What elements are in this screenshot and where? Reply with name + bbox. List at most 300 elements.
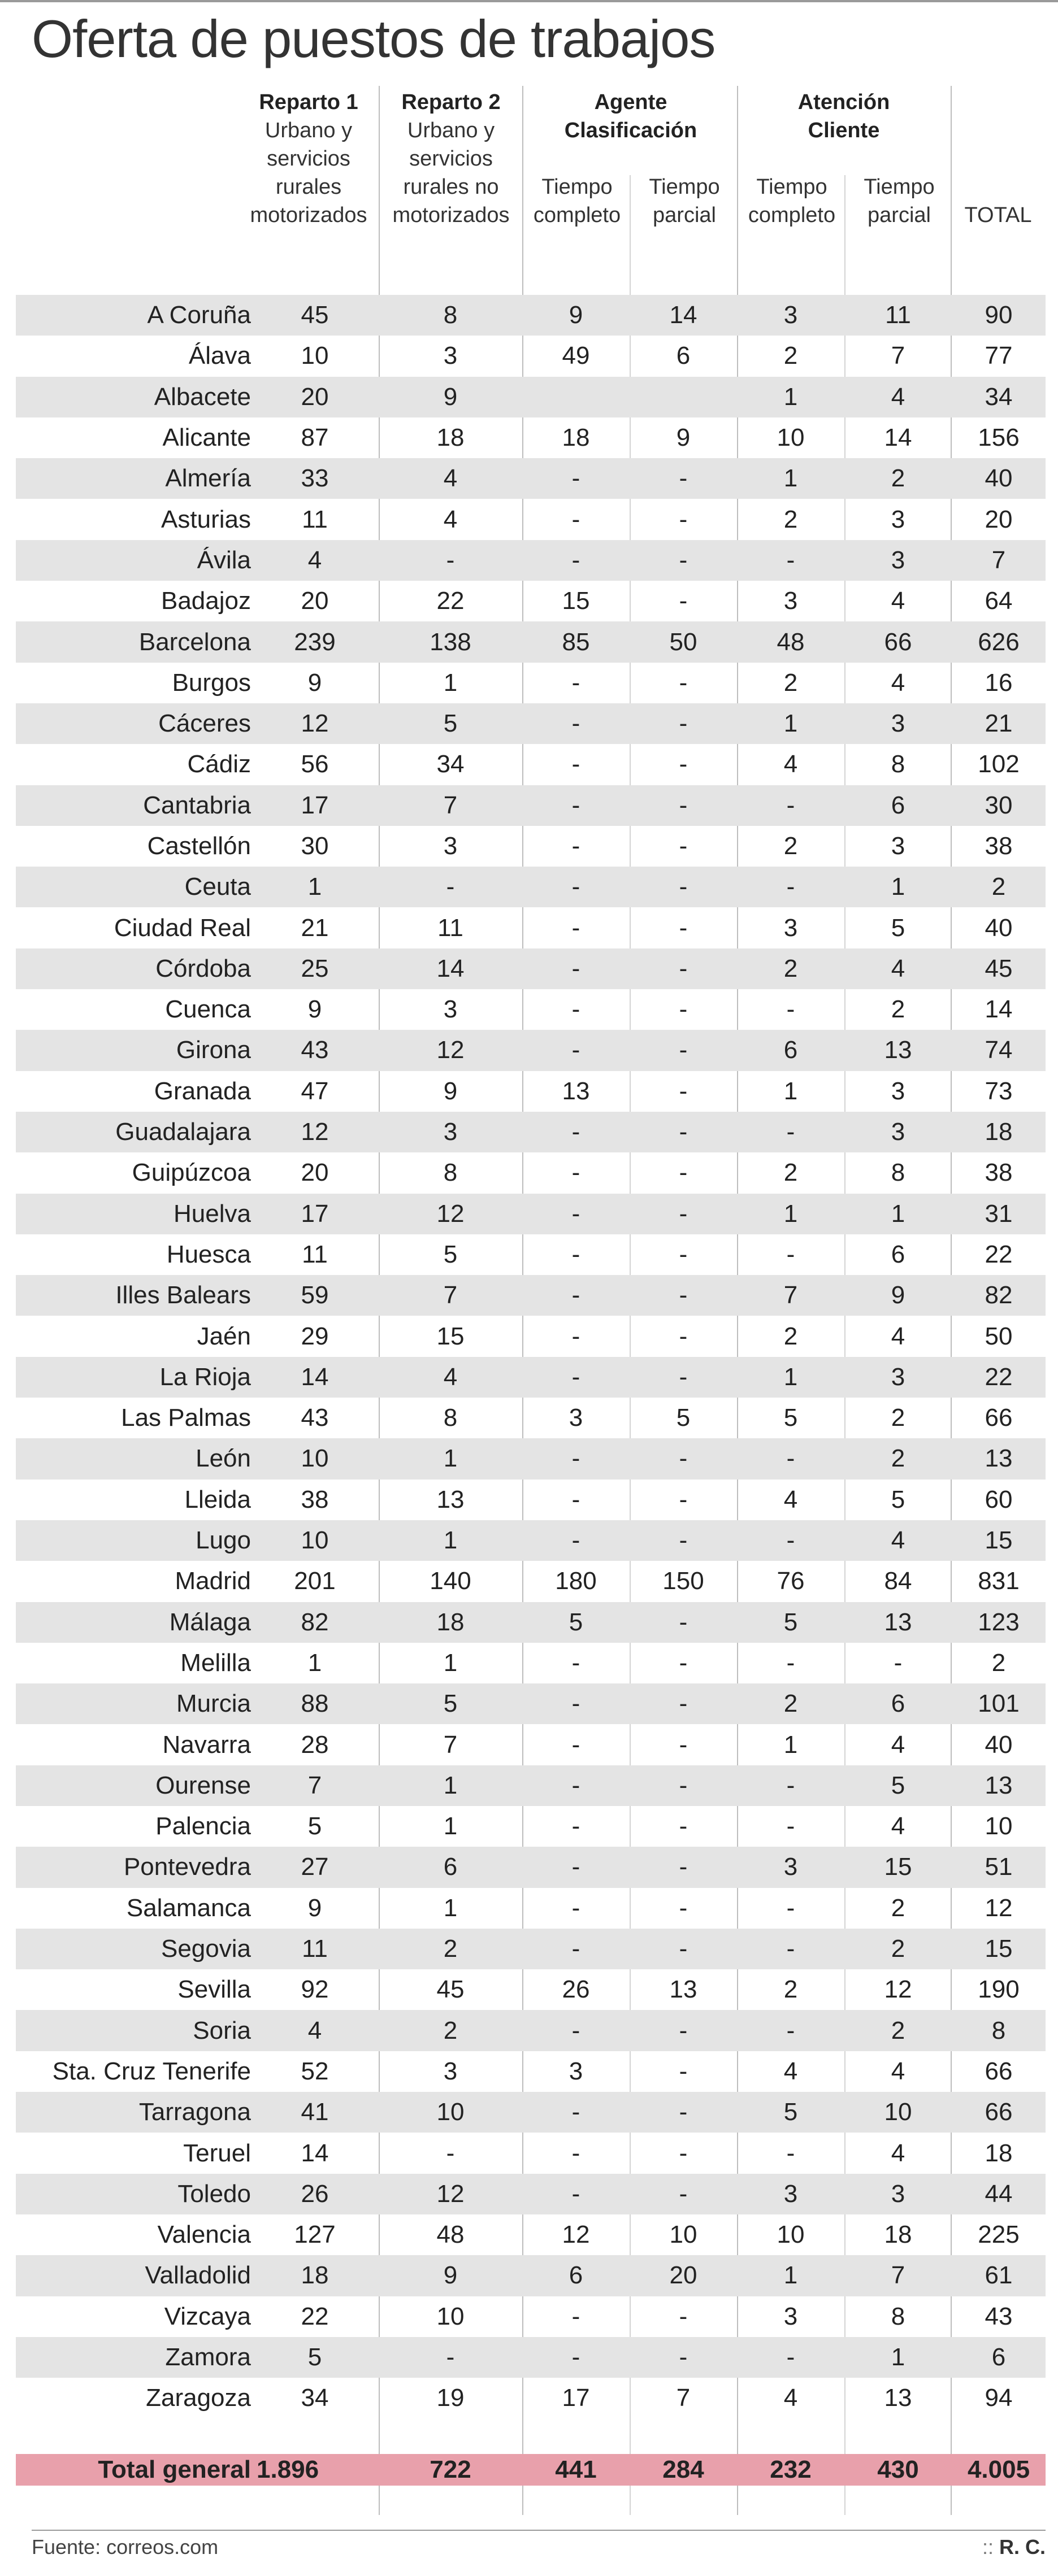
table-row — [16, 2378, 1046, 2418]
cell-atencion-parcial: 3 — [891, 832, 905, 860]
province-name: Vizcaya — [164, 2302, 251, 2330]
header-agente-title-2: Clasificación — [564, 119, 697, 142]
cell-agente-completo: - — [571, 2016, 580, 2044]
cell-agente-parcial: - — [679, 464, 688, 493]
cell-reparto2: 7 — [443, 791, 458, 819]
province-name: Lleida — [184, 1485, 251, 1513]
province-name: Málaga — [169, 1608, 251, 1636]
cell-total: 90 — [985, 301, 1013, 329]
cell-atencion-parcial: 4 — [891, 1526, 905, 1555]
cell-reparto1: 10 — [301, 342, 329, 370]
province-name: Navarra — [162, 1730, 251, 1759]
cell-total: 50 — [985, 1322, 1013, 1350]
cell-atencion-parcial: 6 — [891, 1690, 905, 1718]
cell-atencion-parcial: 4 — [891, 1812, 905, 1840]
province-name: La Rioja — [159, 1363, 251, 1391]
cell-atencion-completo: 48 — [777, 628, 805, 656]
cell-reparto2: 48 — [436, 2221, 465, 2249]
cell-agente-completo: - — [571, 873, 580, 901]
cell-agente-parcial: - — [679, 1812, 688, 1840]
cell-reparto1: 34 — [301, 2384, 329, 2412]
cell-agente-completo: - — [571, 464, 580, 493]
province-name: Illes Balears — [115, 1281, 251, 1309]
cell-agente-parcial: 9 — [676, 424, 691, 452]
cell-reparto1: 33 — [301, 464, 329, 493]
cell-reparto1: 9 — [307, 668, 322, 697]
footer-rule — [32, 2530, 1046, 2531]
cell-agente-parcial: - — [679, 710, 688, 738]
cell-reparto2: 4 — [443, 1363, 458, 1391]
cell-atencion-parcial: 15 — [884, 1853, 912, 1881]
total-agente-completo: 441 — [555, 2456, 597, 2483]
cell-atencion-completo: - — [786, 2139, 795, 2167]
province-name: Álava — [188, 342, 251, 370]
cell-atencion-completo: 4 — [783, 2384, 798, 2412]
cell-atencion-parcial: 4 — [891, 2057, 905, 2085]
cell-reparto1: 7 — [307, 1771, 322, 1799]
cell-atencion-parcial: 3 — [891, 710, 905, 738]
cell-reparto1: 9 — [307, 1894, 322, 1922]
cell-agente-parcial — [630, 377, 737, 417]
cell-reparto1: 5 — [307, 1812, 322, 1840]
cell-reparto1: 4 — [307, 2016, 322, 2044]
cell-reparto2: 3 — [443, 2057, 458, 2085]
cell-agente-completo: - — [571, 1363, 580, 1391]
cell-atencion-parcial: 2 — [891, 2016, 905, 2044]
cell-agente-completo: - — [571, 710, 580, 738]
cell-reparto2: 4 — [443, 464, 458, 493]
province-name: Alicante — [162, 424, 251, 452]
table-row — [16, 417, 1046, 458]
data-table — [16, 295, 1046, 2418]
province-name: Tarragona — [138, 2098, 251, 2126]
cell-total: 626 — [978, 628, 1020, 656]
table-row — [16, 826, 1046, 867]
header-reparto2-title: Reparto 2 — [401, 90, 501, 114]
cell-atencion-completo: 2 — [783, 1975, 798, 2004]
cell-atencion-parcial: 4 — [891, 382, 905, 411]
province-name: Zaragoza — [146, 2384, 251, 2412]
header-reparto1 — [242, 88, 375, 229]
cell-agente-parcial: - — [679, 1608, 688, 1636]
cell-atencion-parcial: 4 — [891, 668, 905, 697]
cell-reparto1: 45 — [301, 301, 329, 329]
table-row — [16, 1398, 1046, 1438]
header-total — [953, 201, 1043, 229]
cell-total: 40 — [985, 913, 1013, 942]
cell-atencion-completo: 1 — [783, 1077, 798, 1105]
cell-agente-parcial: 50 — [669, 628, 697, 656]
cell-agente-parcial: 20 — [669, 2261, 697, 2290]
cell-reparto2: 45 — [436, 1975, 465, 2004]
cell-atencion-parcial: 3 — [891, 1077, 905, 1105]
cell-atencion-completo: 2 — [783, 1690, 798, 1718]
cell-agente-completo: - — [571, 1444, 580, 1473]
cell-agente-completo: 13 — [562, 1077, 590, 1105]
cell-reparto1: 26 — [301, 2179, 329, 2208]
cell-reparto2: 1 — [443, 1526, 458, 1555]
cell-total: 74 — [985, 1036, 1013, 1064]
cell-agente-parcial: - — [679, 2179, 688, 2208]
table-row — [16, 1643, 1046, 1683]
cell-atencion-completo: 6 — [783, 1036, 798, 1064]
cell-atencion-parcial: 3 — [891, 1118, 905, 1146]
cell-atencion-completo: - — [786, 791, 795, 819]
cell-total: 102 — [978, 750, 1020, 778]
cell-agente-completo: - — [571, 1853, 580, 1881]
cell-total: 2 — [991, 1648, 1006, 1677]
cell-total: 31 — [985, 1199, 1013, 1228]
cell-atencion-completo: 1 — [783, 710, 798, 738]
total-reparto2: 722 — [430, 2456, 471, 2483]
cell-agente-completo: - — [571, 1526, 580, 1555]
cell-atencion-parcial: 13 — [884, 2384, 912, 2412]
province-name: Zamora — [165, 2343, 251, 2371]
cell-reparto2: - — [446, 2139, 455, 2167]
cell-reparto2: 140 — [430, 1567, 471, 1595]
cell-reparto1: 10 — [301, 1526, 329, 1555]
province-name: Pontevedra — [123, 1853, 251, 1881]
cell-atencion-completo: - — [786, 1648, 795, 1677]
cell-total: 40 — [985, 1730, 1013, 1759]
cell-agente-parcial: - — [679, 2139, 688, 2167]
table-row — [16, 1765, 1046, 1806]
cell-agente-parcial: 14 — [669, 301, 697, 329]
cell-reparto1: 82 — [301, 1608, 329, 1636]
cell-reparto2: 9 — [443, 2261, 458, 2290]
cell-total: 15 — [985, 1935, 1013, 1963]
cell-atencion-parcial: 9 — [891, 1281, 905, 1309]
cell-reparto2: 8 — [443, 301, 458, 329]
cell-agente-completo: - — [571, 1118, 580, 1146]
cell-atencion-completo: 3 — [783, 587, 798, 615]
table-row — [16, 1112, 1046, 1152]
cell-reparto2: 10 — [436, 2302, 465, 2330]
cell-atencion-completo: 4 — [783, 1485, 798, 1513]
cell-total: 44 — [985, 2179, 1013, 2208]
cell-agente-completo: - — [571, 1894, 580, 1922]
cell-reparto2: 3 — [443, 1118, 458, 1146]
cell-agente-completo: - — [571, 832, 580, 860]
cell-total: 13 — [985, 1771, 1013, 1799]
cell-agente-parcial: 13 — [669, 1975, 697, 2004]
cell-agente-completo: 12 — [562, 2221, 590, 2249]
cell-total: 7 — [991, 546, 1006, 574]
cell-reparto1: 38 — [301, 1485, 329, 1513]
cell-total: 21 — [985, 710, 1013, 738]
cell-agente-parcial: - — [679, 1894, 688, 1922]
province-name: Asturias — [161, 505, 251, 533]
cell-atencion-parcial: 10 — [884, 2098, 912, 2126]
cell-atencion-parcial: 6 — [891, 1240, 905, 1268]
cell-agente-completo — [522, 377, 630, 417]
cell-agente-completo: - — [571, 668, 580, 697]
cell-atencion-completo: 1 — [783, 382, 798, 411]
cell-atencion-completo: 1 — [783, 1363, 798, 1391]
cell-atencion-parcial: 4 — [891, 1322, 905, 1350]
cell-atencion-parcial: 1 — [891, 873, 905, 901]
cell-atencion-completo: 76 — [777, 1567, 805, 1595]
top-rule — [0, 0, 1058, 2]
cell-agente-parcial: - — [679, 1322, 688, 1350]
cell-reparto1: 59 — [301, 1281, 329, 1309]
cell-agente-completo: - — [571, 2139, 580, 2167]
cell-agente-parcial: - — [679, 2057, 688, 2085]
province-name: Cáceres — [158, 710, 251, 738]
cell-agente-parcial: - — [679, 1648, 688, 1677]
province-name: Ourense — [155, 1771, 251, 1799]
cell-atencion-completo: 10 — [777, 2221, 805, 2249]
header-reparto1-sub-2: servicios — [267, 147, 350, 171]
cell-agente-completo: - — [571, 2343, 580, 2371]
cell-total: 38 — [985, 832, 1013, 860]
cell-atencion-completo: 1 — [783, 2261, 798, 2290]
cell-agente-completo: - — [571, 1648, 580, 1677]
cell-atencion-completo: - — [786, 2016, 795, 2044]
table-row — [16, 1030, 1046, 1071]
cell-total: 156 — [978, 424, 1020, 452]
header-atencion-completo-1: Tiempo — [756, 175, 827, 199]
cell-agente-parcial: - — [679, 668, 688, 697]
cell-agente-completo: 18 — [562, 424, 590, 452]
cell-atencion-completo: 5 — [783, 1608, 798, 1636]
cell-agente-completo: 49 — [562, 342, 590, 370]
cell-atencion-completo: 2 — [783, 505, 798, 533]
table-row — [16, 1480, 1046, 1520]
cell-atencion-parcial: 4 — [891, 954, 905, 982]
province-name: Albacete — [154, 382, 251, 411]
province-name: Soria — [193, 2016, 251, 2044]
cell-agente-completo: - — [571, 2098, 580, 2126]
credit-name: R. C. — [999, 2535, 1046, 2558]
cell-atencion-completo: - — [786, 1240, 795, 1268]
cell-agente-parcial: - — [679, 913, 688, 942]
cell-agente-parcial: - — [679, 505, 688, 533]
table-row — [16, 458, 1046, 499]
total-total: 4.005 — [967, 2456, 1030, 2483]
cell-reparto1: 11 — [302, 1935, 328, 1963]
cell-agente-parcial: - — [679, 587, 688, 615]
total-atencion-completo: 232 — [770, 2456, 812, 2483]
table-row — [16, 744, 1046, 785]
cell-total: 30 — [985, 791, 1013, 819]
table-row — [16, 2174, 1046, 2214]
header-agente-completo — [523, 173, 631, 229]
header-atencion-parcial-1: Tiempo — [864, 175, 935, 199]
cell-atencion-completo: 2 — [783, 832, 798, 860]
header-atencion — [738, 88, 949, 145]
cell-reparto2: 6 — [443, 1853, 458, 1881]
table-row — [16, 1275, 1046, 1316]
cell-reparto2: 7 — [443, 1730, 458, 1759]
cell-reparto2: 1 — [443, 1812, 458, 1840]
cell-total: 66 — [985, 2098, 1013, 2126]
cell-total: 18 — [985, 2139, 1013, 2167]
cell-atencion-completo: 3 — [783, 301, 798, 329]
table-row — [16, 1969, 1046, 2010]
cell-agente-parcial: - — [679, 546, 688, 574]
cell-atencion-completo: - — [786, 995, 795, 1024]
cell-reparto1: 4 — [307, 546, 322, 574]
cell-atencion-parcial: 4 — [891, 2139, 905, 2167]
table-row — [16, 2214, 1046, 2255]
province-name: Ávila — [197, 546, 251, 574]
cell-agente-completo: - — [571, 505, 580, 533]
cell-agente-completo: 3 — [569, 2057, 583, 2085]
cell-agente-parcial: - — [679, 1853, 688, 1881]
cell-total: 13 — [985, 1444, 1013, 1473]
cell-agente-parcial: - — [679, 1363, 688, 1391]
table-row — [16, 1888, 1046, 1929]
cell-reparto1: 56 — [301, 750, 329, 778]
table-row — [16, 621, 1046, 662]
cell-agente-completo: - — [571, 1199, 580, 1228]
cell-agente-parcial: - — [679, 873, 688, 901]
cell-agente-completo: - — [571, 791, 580, 819]
header-reparto2 — [382, 88, 520, 229]
cell-atencion-parcial: 3 — [891, 505, 905, 533]
cell-reparto2: 5 — [443, 710, 458, 738]
cell-total: 225 — [978, 2221, 1020, 2249]
table-row — [16, 1152, 1046, 1193]
province-name: Huelva — [174, 1199, 251, 1228]
cell-agente-completo: - — [571, 2179, 580, 2208]
header-reparto1-title: Reparto 1 — [259, 90, 358, 114]
cell-agente-completo: - — [571, 1240, 580, 1268]
cell-reparto2: 3 — [443, 342, 458, 370]
header-agente-completo-1: Tiempo — [541, 175, 613, 199]
total-reparto1: 1.896 — [257, 2456, 319, 2483]
cell-agente-completo: - — [571, 913, 580, 942]
cell-agente-parcial: - — [679, 1526, 688, 1555]
cell-agente-parcial: - — [679, 1159, 688, 1187]
cell-reparto1: 92 — [301, 1975, 329, 2004]
cell-total: 22 — [985, 1363, 1013, 1391]
total-atencion-parcial: 430 — [877, 2456, 919, 2483]
cell-atencion-parcial: 8 — [891, 1159, 905, 1187]
header-atencion-title-2: Cliente — [808, 119, 880, 142]
total-label: Total general — [98, 2456, 251, 2483]
cell-reparto1: 28 — [301, 1730, 329, 1759]
cell-reparto1: 201 — [294, 1567, 336, 1595]
cell-total: 64 — [985, 587, 1013, 615]
province-name: Cantabria — [143, 791, 251, 819]
cell-total: 38 — [985, 1159, 1013, 1187]
cell-atencion-parcial: 11 — [885, 301, 911, 329]
cell-agente-parcial: 6 — [676, 342, 691, 370]
header-agente-title-1: Agente — [594, 90, 667, 114]
cell-atencion-completo: - — [786, 873, 795, 901]
cell-agente-completo: 3 — [569, 1404, 583, 1432]
cell-reparto1: 52 — [301, 2057, 329, 2085]
cell-agente-completo: - — [571, 750, 580, 778]
cell-agente-parcial: - — [679, 832, 688, 860]
cell-agente-completo: - — [571, 2302, 580, 2330]
cell-agente-parcial: 150 — [662, 1567, 704, 1595]
cell-reparto2: 9 — [443, 1077, 458, 1105]
header-reparto1-sub-4: motorizados — [250, 203, 367, 227]
cell-agente-completo: 15 — [562, 587, 590, 615]
province-name: Sta. Cruz Tenerife — [52, 2057, 251, 2085]
table-row — [16, 499, 1046, 539]
cell-agente-parcial: 10 — [669, 2221, 697, 2249]
table-row — [16, 1234, 1046, 1275]
cell-atencion-parcial: 12 — [884, 1975, 912, 2004]
cell-atencion-parcial: 1 — [891, 2343, 905, 2371]
province-name: Cuenca — [165, 995, 251, 1024]
cell-total: 101 — [978, 1690, 1020, 1718]
cell-atencion-completo: 3 — [783, 2302, 798, 2330]
cell-agente-parcial: - — [679, 1036, 688, 1064]
cell-reparto1: 20 — [301, 382, 329, 411]
cell-reparto2: 8 — [443, 1159, 458, 1187]
cell-total: 82 — [985, 1281, 1013, 1309]
province-name: Guadalajara — [115, 1118, 251, 1146]
cell-atencion-completo: 4 — [783, 2057, 798, 2085]
cell-atencion-parcial: 2 — [891, 464, 905, 493]
cell-reparto2: 7 — [443, 1281, 458, 1309]
cell-reparto1: 20 — [301, 587, 329, 615]
cell-total: 190 — [978, 1975, 1020, 2004]
table-row — [16, 703, 1046, 744]
cell-atencion-parcial: 2 — [891, 1444, 905, 1473]
cell-reparto2: 1 — [443, 1771, 458, 1799]
province-name: Valladolid — [145, 2261, 251, 2290]
cell-reparto2: 2 — [443, 1935, 458, 1963]
table-row — [16, 1929, 1046, 1969]
cell-atencion-completo: 5 — [783, 1404, 798, 1432]
cell-agente-completo: 85 — [562, 628, 590, 656]
header-reparto2-sub-4: motorizados — [392, 203, 510, 227]
cell-reparto1: 12 — [301, 1118, 329, 1146]
cell-reparto2: 12 — [436, 1199, 465, 1228]
cell-reparto1: 43 — [301, 1036, 329, 1064]
province-name: Almería — [165, 464, 251, 493]
table-row — [16, 581, 1046, 621]
cell-reparto1: 127 — [294, 2221, 336, 2249]
cell-reparto2: 22 — [436, 587, 465, 615]
cell-agente-parcial: - — [679, 1077, 688, 1105]
cell-total: 40 — [985, 464, 1013, 493]
header-agente-parcial-1: Tiempo — [649, 175, 720, 199]
cell-reparto1: 17 — [301, 791, 329, 819]
province-name: Badajoz — [161, 587, 251, 615]
cell-atencion-completo: 4 — [783, 750, 798, 778]
cell-atencion-completo: - — [786, 1771, 795, 1799]
table-row — [16, 907, 1046, 948]
table-row — [16, 1602, 1046, 1643]
cell-atencion-completo: - — [786, 1894, 795, 1922]
table-header — [0, 85, 1058, 271]
province-name: Salamanca — [126, 1894, 251, 1922]
cell-agente-parcial: - — [679, 1199, 688, 1228]
cell-reparto1: 20 — [301, 1159, 329, 1187]
table-row — [16, 1561, 1046, 1602]
cell-reparto2: 18 — [436, 1608, 465, 1636]
province-name: Teruel — [183, 2139, 251, 2167]
cell-agente-completo: 6 — [569, 2261, 583, 2290]
cell-reparto2: 15 — [436, 1322, 465, 1350]
cell-atencion-parcial: 66 — [884, 628, 912, 656]
table-row — [16, 948, 1046, 989]
table-row — [16, 663, 1046, 703]
cell-total: 6 — [991, 2343, 1006, 2371]
province-name: Córdoba — [155, 954, 251, 982]
cell-atencion-parcial: 1 — [891, 1199, 905, 1228]
province-name: A Coruña — [147, 301, 251, 329]
province-name: Granada — [154, 1077, 251, 1105]
cell-agente-completo: 5 — [569, 1608, 583, 1636]
